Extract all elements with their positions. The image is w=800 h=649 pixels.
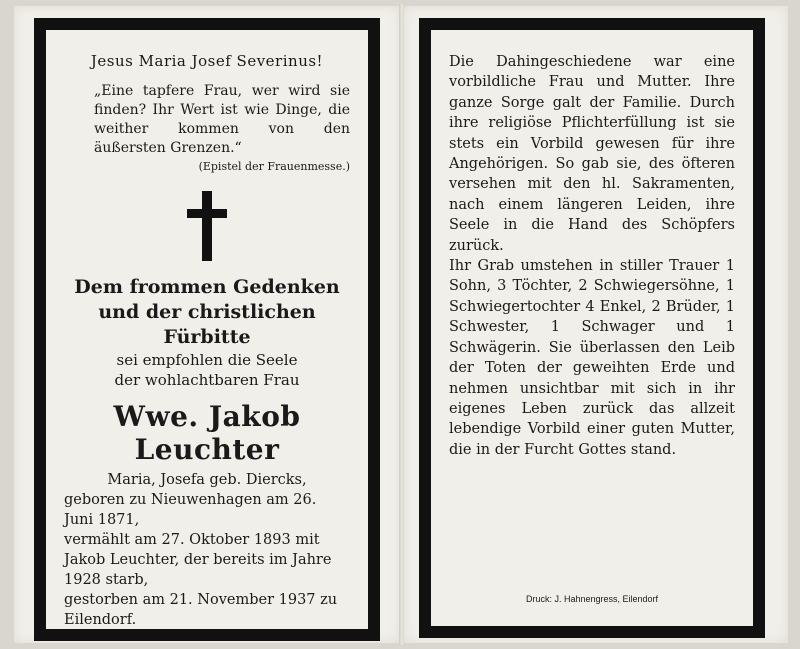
dedication-line-1: Dem frommen Gedenken xyxy=(74,276,340,298)
obituary-paragraph-1: Die Dahingeschiedene war eine vorbildliche Frau und Mutter. Ihre ganze Sorge galt der Familie. Durch ihre religiöse Pflichterfüllung ist sie stets ein Vorbild gewesen für ihre Angehörigen. So gab sie, des öfteren versehen mit den hl. Sakramenten, nach einem längeren Leiden, ihre Seele in die Hand des Schöpfers zurück. xyxy=(449,54,735,254)
dedication-line-4: der wohlachtbaren Frau xyxy=(114,371,300,389)
cross-icon xyxy=(187,191,227,261)
quote-source: (Epistel der Frauenmesse.) xyxy=(198,160,350,173)
dedication-line-3: sei empfohlen die Seele xyxy=(116,351,298,369)
maiden-name: Maria, Josefa geb. Diercks, xyxy=(107,472,307,488)
birth-info: geboren zu Nieuwenhagen am 26. Juni 1871, xyxy=(64,492,317,528)
left-mourning-border xyxy=(34,18,380,641)
obituary-paragraph-2: Ihr Grab umstehen in stiller Trauer 1 Sohn, 3 Töchter, 2 Schwiegersöhne, 1 Schwiegertochter 4 Enkel, 2 Brüder, 1 Schwester, 1 Schwager und 1 Schwägerin. Sie überlassen den Leib der Toten der geweihten Erde und nehmen unsichtbar mit sich in ihr eigenes Leben zurück das allzeit lebendige Vorbild einer guten Mutter, die in der Furcht Gottes stand. xyxy=(449,258,735,458)
motto: Jesus Maria Josef Severinus! xyxy=(90,52,324,70)
obituary-text xyxy=(449,52,735,460)
left-card xyxy=(14,6,400,643)
right-card-content xyxy=(449,52,735,612)
death-info: gestorben am 21. November 1937 zu Eilendorf. xyxy=(64,592,338,628)
right-mourning-border xyxy=(419,18,765,638)
left-card-content xyxy=(64,52,350,628)
right-card xyxy=(404,6,788,643)
dedication-line-2: und der christlichen Fürbitte xyxy=(98,301,316,348)
marriage-info: vermählt am 27. Oktober 1893 mit Jakob Leuchter, der bereits im Jahre 1928 starb, xyxy=(64,532,332,588)
printer-credit: Druck: J. Hahnengress, Eilendorf xyxy=(525,594,659,604)
bible-quote: „Eine tapfere Frau, wer wird sie finden? Ihr Wert ist wie Dinge, die weither kommen von den äußersten Grenzen.“ xyxy=(94,83,350,156)
biography xyxy=(64,470,350,630)
deceased-name: Wwe. Jakob Leuchter xyxy=(113,400,301,466)
